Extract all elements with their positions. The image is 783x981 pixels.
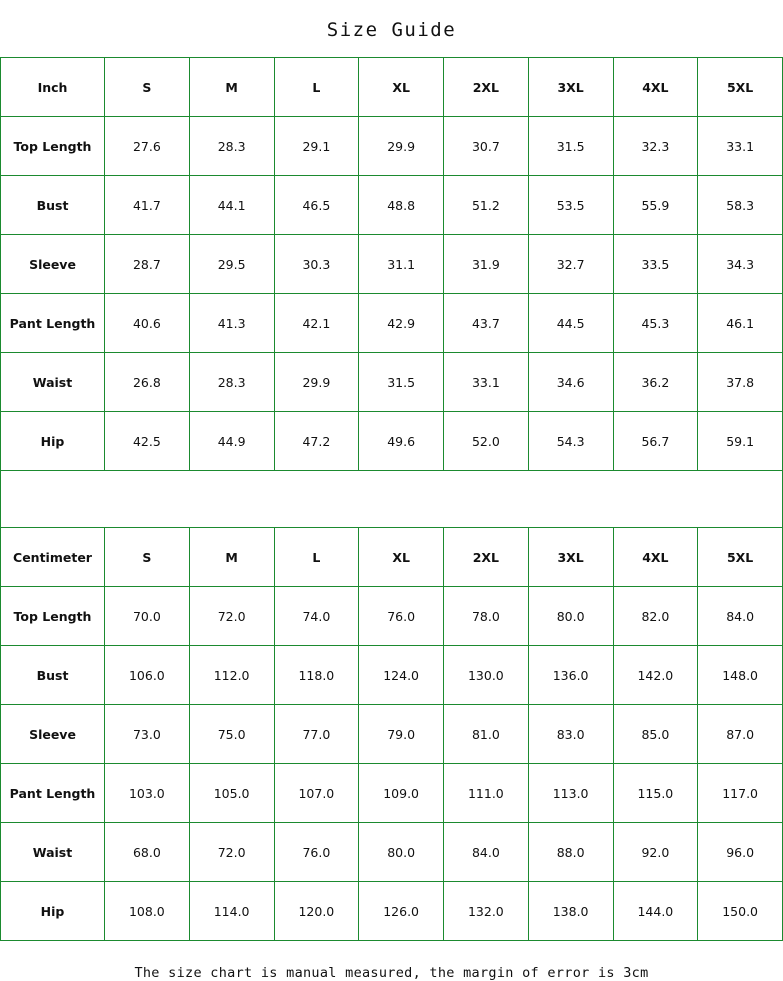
- unit-label-inch: Inch: [1, 58, 105, 117]
- table-row: [1, 882, 783, 941]
- cell-value: 96.0: [698, 823, 783, 882]
- cell-value: 52.0: [444, 412, 529, 471]
- table-header-row: [1, 58, 783, 117]
- cell-value: 132.0: [444, 882, 529, 941]
- centimeter-size-table: [0, 527, 783, 941]
- cell-value: 73.0: [105, 705, 190, 764]
- cell-value: 40.6: [105, 294, 190, 353]
- cell-value: 45.3: [613, 294, 698, 353]
- column-header-s: S: [105, 528, 190, 587]
- cell-value: 150.0: [698, 882, 783, 941]
- cell-value: 118.0: [274, 646, 359, 705]
- table-row: [1, 176, 783, 235]
- cell-value: 113.0: [528, 764, 613, 823]
- cell-value: 46.5: [274, 176, 359, 235]
- cell-value: 48.8: [359, 176, 444, 235]
- cell-value: 54.3: [528, 412, 613, 471]
- column-header-3xl: 3XL: [528, 528, 613, 587]
- cell-value: 58.3: [698, 176, 783, 235]
- column-header-2xl: 2XL: [444, 528, 529, 587]
- column-header-l: L: [274, 58, 359, 117]
- cell-value: 80.0: [359, 823, 444, 882]
- table-separator: [0, 471, 783, 527]
- column-header-5xl: 5XL: [698, 528, 783, 587]
- cell-value: 28.3: [189, 353, 274, 412]
- column-header-2xl: 2XL: [444, 58, 529, 117]
- cell-value: 29.1: [274, 117, 359, 176]
- cell-value: 117.0: [698, 764, 783, 823]
- cell-value: 30.7: [444, 117, 529, 176]
- cell-value: 42.5: [105, 412, 190, 471]
- cell-value: 72.0: [189, 823, 274, 882]
- cell-value: 77.0: [274, 705, 359, 764]
- table-row: [1, 764, 783, 823]
- cell-value: 79.0: [359, 705, 444, 764]
- cell-value: 130.0: [444, 646, 529, 705]
- cell-value: 80.0: [528, 587, 613, 646]
- cell-value: 30.3: [274, 235, 359, 294]
- row-label: Pant Length: [1, 294, 105, 353]
- cell-value: 88.0: [528, 823, 613, 882]
- cell-value: 107.0: [274, 764, 359, 823]
- table-row: [1, 823, 783, 882]
- cell-value: 42.9: [359, 294, 444, 353]
- cell-value: 108.0: [105, 882, 190, 941]
- cell-value: 87.0: [698, 705, 783, 764]
- cell-value: 136.0: [528, 646, 613, 705]
- cell-value: 74.0: [274, 587, 359, 646]
- column-header-4xl: 4XL: [613, 58, 698, 117]
- cell-value: 51.2: [444, 176, 529, 235]
- cell-value: 76.0: [359, 587, 444, 646]
- cell-value: 44.1: [189, 176, 274, 235]
- cell-value: 56.7: [613, 412, 698, 471]
- cell-value: 114.0: [189, 882, 274, 941]
- cell-value: 34.3: [698, 235, 783, 294]
- row-label: Top Length: [1, 117, 105, 176]
- cell-value: 32.3: [613, 117, 698, 176]
- cell-value: 120.0: [274, 882, 359, 941]
- cell-value: 115.0: [613, 764, 698, 823]
- column-header-xl: XL: [359, 58, 444, 117]
- cell-value: 59.1: [698, 412, 783, 471]
- cell-value: 106.0: [105, 646, 190, 705]
- column-header-4xl: 4XL: [613, 528, 698, 587]
- table-row: [1, 646, 783, 705]
- cell-value: 126.0: [359, 882, 444, 941]
- cell-value: 142.0: [613, 646, 698, 705]
- centimeter-table-wrapper: [0, 527, 783, 941]
- cell-value: 49.6: [359, 412, 444, 471]
- table-header-row: [1, 528, 783, 587]
- cell-value: 33.1: [444, 353, 529, 412]
- cell-value: 148.0: [698, 646, 783, 705]
- table-row: [1, 117, 783, 176]
- inch-table-wrapper: [0, 57, 783, 471]
- cell-value: 41.7: [105, 176, 190, 235]
- cell-value: 111.0: [444, 764, 529, 823]
- column-header-3xl: 3XL: [528, 58, 613, 117]
- cell-value: 105.0: [189, 764, 274, 823]
- row-label: Sleeve: [1, 235, 105, 294]
- table-row: [1, 235, 783, 294]
- cell-value: 47.2: [274, 412, 359, 471]
- cell-value: 83.0: [528, 705, 613, 764]
- cell-value: 81.0: [444, 705, 529, 764]
- cell-value: 42.1: [274, 294, 359, 353]
- cell-value: 72.0: [189, 587, 274, 646]
- table-row: [1, 353, 783, 412]
- cell-value: 41.3: [189, 294, 274, 353]
- table-row: [1, 412, 783, 471]
- row-label: Waist: [1, 823, 105, 882]
- cell-value: 75.0: [189, 705, 274, 764]
- measurement-disclaimer: The size chart is manual measured, the margin of error is 3cm: [134, 965, 649, 981]
- cell-value: 28.7: [105, 235, 190, 294]
- cell-value: 124.0: [359, 646, 444, 705]
- cell-value: 33.1: [698, 117, 783, 176]
- cell-value: 85.0: [613, 705, 698, 764]
- cell-value: 82.0: [613, 587, 698, 646]
- column-header-xl: XL: [359, 528, 444, 587]
- row-label: Waist: [1, 353, 105, 412]
- cell-value: 27.6: [105, 117, 190, 176]
- cell-value: 34.6: [528, 353, 613, 412]
- cell-value: 28.3: [189, 117, 274, 176]
- inch-size-table: [0, 57, 783, 471]
- row-label: Bust: [1, 646, 105, 705]
- cell-value: 32.7: [528, 235, 613, 294]
- column-header-s: S: [105, 58, 190, 117]
- cell-value: 103.0: [105, 764, 190, 823]
- cell-value: 31.1: [359, 235, 444, 294]
- cell-value: 29.9: [359, 117, 444, 176]
- table-row: [1, 705, 783, 764]
- table-row: [1, 587, 783, 646]
- row-label: Hip: [1, 882, 105, 941]
- cell-value: 112.0: [189, 646, 274, 705]
- cell-value: 36.2: [613, 353, 698, 412]
- cell-value: 46.1: [698, 294, 783, 353]
- cell-value: 43.7: [444, 294, 529, 353]
- page-title: Size Guide: [326, 19, 457, 41]
- row-label: Pant Length: [1, 764, 105, 823]
- cell-value: 29.5: [189, 235, 274, 294]
- table-row: [1, 294, 783, 353]
- cell-value: 144.0: [613, 882, 698, 941]
- cell-value: 92.0: [613, 823, 698, 882]
- cell-value: 53.5: [528, 176, 613, 235]
- cell-value: 76.0: [274, 823, 359, 882]
- unit-label-centimeter: Centimeter: [1, 528, 105, 587]
- cell-value: 33.5: [613, 235, 698, 294]
- cell-value: 70.0: [105, 587, 190, 646]
- cell-value: 109.0: [359, 764, 444, 823]
- cell-value: 138.0: [528, 882, 613, 941]
- cell-value: 84.0: [698, 587, 783, 646]
- cell-value: 84.0: [444, 823, 529, 882]
- column-header-m: M: [189, 58, 274, 117]
- cell-value: 78.0: [444, 587, 529, 646]
- column-header-l: L: [274, 528, 359, 587]
- cell-value: 31.9: [444, 235, 529, 294]
- cell-value: 31.5: [359, 353, 444, 412]
- cell-value: 31.5: [528, 117, 613, 176]
- column-header-m: M: [189, 528, 274, 587]
- cell-value: 68.0: [105, 823, 190, 882]
- row-label: Top Length: [1, 587, 105, 646]
- column-header-5xl: 5XL: [698, 58, 783, 117]
- row-label: Bust: [1, 176, 105, 235]
- cell-value: 26.8: [105, 353, 190, 412]
- cell-value: 44.9: [189, 412, 274, 471]
- row-label: Hip: [1, 412, 105, 471]
- row-label: Sleeve: [1, 705, 105, 764]
- cell-value: 29.9: [274, 353, 359, 412]
- cell-value: 37.8: [698, 353, 783, 412]
- cell-value: 55.9: [613, 176, 698, 235]
- cell-value: 44.5: [528, 294, 613, 353]
